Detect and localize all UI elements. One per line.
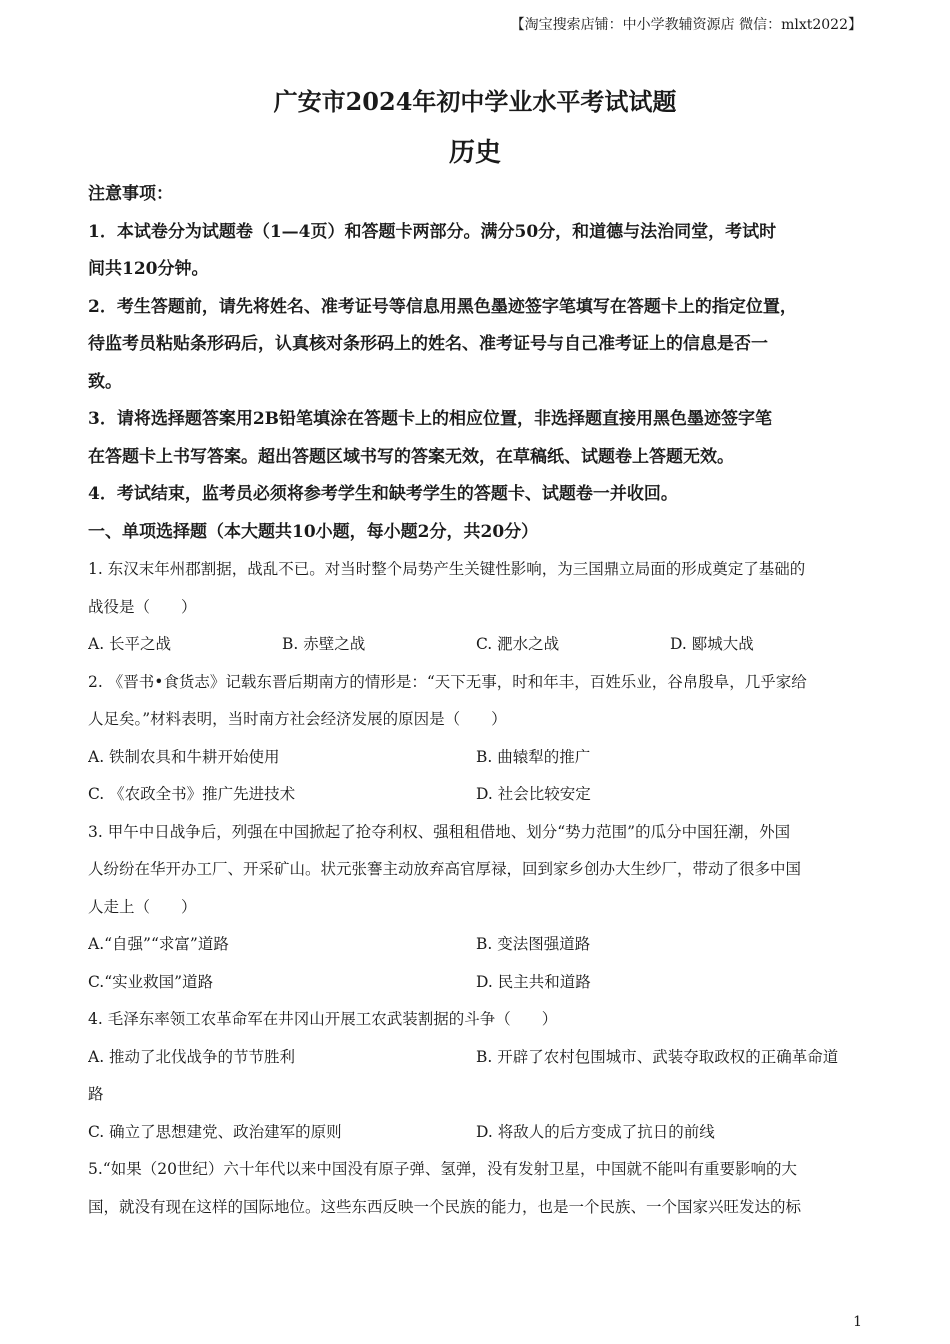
option-a: A. 推动了北伐战争的节节胜利 — [88, 1047, 296, 1066]
option-c: C. 淝水之战 — [476, 635, 560, 653]
question-2-options — [88, 776, 864, 814]
option-b: B. 开辟了农村包围城市、武装夺取政权的正确革命道 — [476, 1047, 839, 1066]
option-c: C. 《农政全书》推广先进技术 — [88, 785, 296, 803]
page-number: 1 — [853, 1314, 862, 1330]
question-4-options — [88, 1114, 864, 1152]
notice-line: 间共120分钟。 — [88, 259, 209, 279]
notice-line: 待监考员粘贴条形码后，认真核对条形码上的姓名、准考证号与自己准考证上的信息是否一 — [88, 334, 768, 354]
notice-line: 在答题卡上书写答案。超出答题区域书写的答案无效，在草稿纸、试题卷上答题无效。 — [88, 446, 734, 467]
notice-line: 1．本试卷分为试题卷（1—4页）和答题卡两部分。满分50分，和道德与法治同堂，考试时 — [88, 221, 777, 242]
question-1-text: 战役是（ ） — [88, 597, 197, 616]
question-5-text: 5.“如果（20世纪）六十年代以来中国没有原子弹、氢弹，没有发射卫星，中国就不能叫有重要影响的大 — [88, 1160, 797, 1178]
question-3-text: 人纷纷在华开办工厂、开采矿山。状元张謇主动放弃高官厚禄，回到家乡创办大生纱厂，带动了很多中国 — [88, 860, 802, 878]
question-3-options — [88, 964, 864, 1002]
option-b: B. 变法图强道路 — [476, 935, 591, 953]
question-1-text: 1. 东汉末年州郡割据，战乱不已。对当时整个局势产生关键性影响，为三国鼎立局面的形成奠定了基础的 — [88, 560, 806, 578]
notice-line: 致。 — [88, 371, 122, 392]
option-d: D. 社会比较安定 — [476, 785, 591, 803]
option-a: A. 长平之战 — [88, 635, 172, 653]
exam-title: 广安市2024年初中学业水平考试试题 — [273, 87, 677, 116]
option-d: D. 郾城大战 — [670, 635, 754, 653]
option-c: C. 确立了思想建党、政治建军的原则 — [88, 1122, 342, 1141]
question-3-text: 人走上（ ） — [88, 897, 197, 916]
question-3-options — [88, 926, 864, 964]
question-2-text: 人足矣。”材料表明，当时南方社会经济发展的原因是（ ） — [88, 710, 507, 728]
notice-line: 3．请将选择题答案用2B铅笔填涂在答题卡上的相应位置，非选择题直接用黑色墨迹签字笔 — [88, 409, 773, 429]
option-b: B. 曲辕犁的推广 — [476, 747, 591, 766]
question-4-options — [88, 1039, 864, 1077]
question-3-text: 3. 甲午中日战争后，列强在中国掀起了抢夺利权、强租租借地、划分“势力范围”的瓜分中国狂潮，外国 — [88, 822, 791, 841]
notice-line: 2．考生答题前，请先将姓名、准考证号等信息用黑色墨迹签字笔填写在答题卡上的指定位置， — [88, 296, 797, 317]
page-content — [88, 176, 864, 1226]
header-note: 【淘宝搜索店铺：中小学教辅资源店 微信：mlxt2022】 — [510, 17, 862, 33]
option-d: D. 民主共和道路 — [476, 972, 591, 991]
question-4-text: 4. 毛泽东率领工农革命军在井冈山开展工农武装割据的斗争（ ） — [88, 1010, 558, 1028]
question-2-text: 2. 《晋书•食货志》记载东晋后期南方的情形是：“天下无事，时和年丰，百姓乐业，谷帛殷阜，几乎家给 — [88, 672, 807, 691]
option-a: A.“自强”“求富”道路 — [88, 935, 229, 953]
notice-line: 4．考试结束，监考员必须将参考学生和缺考学生的答题卡、试题卷一并收回。 — [88, 484, 678, 504]
notice-heading: 注意事项： — [88, 184, 173, 204]
question-1-options — [88, 626, 864, 664]
option-b-wrap: 路 — [88, 1085, 104, 1103]
question-2-options — [88, 739, 864, 777]
section-heading: 一、单项选择题（本大题共10小题，每小题2分，共20分） — [88, 521, 539, 542]
question-5-text: 国，就没有现在这样的国际地位。这些东西反映一个民族的能力，也是一个民族、一个国家兴旺发达的标 — [88, 1197, 802, 1216]
option-d: D. 将敌人的后方变成了抗日的前线 — [476, 1122, 715, 1141]
option-c: C.“实业救国”道路 — [88, 972, 214, 991]
subject-title: 历史 — [448, 138, 501, 168]
option-b: B. 赤壁之战 — [282, 635, 366, 653]
option-a: A. 铁制农具和牛耕开始使用 — [88, 747, 280, 766]
